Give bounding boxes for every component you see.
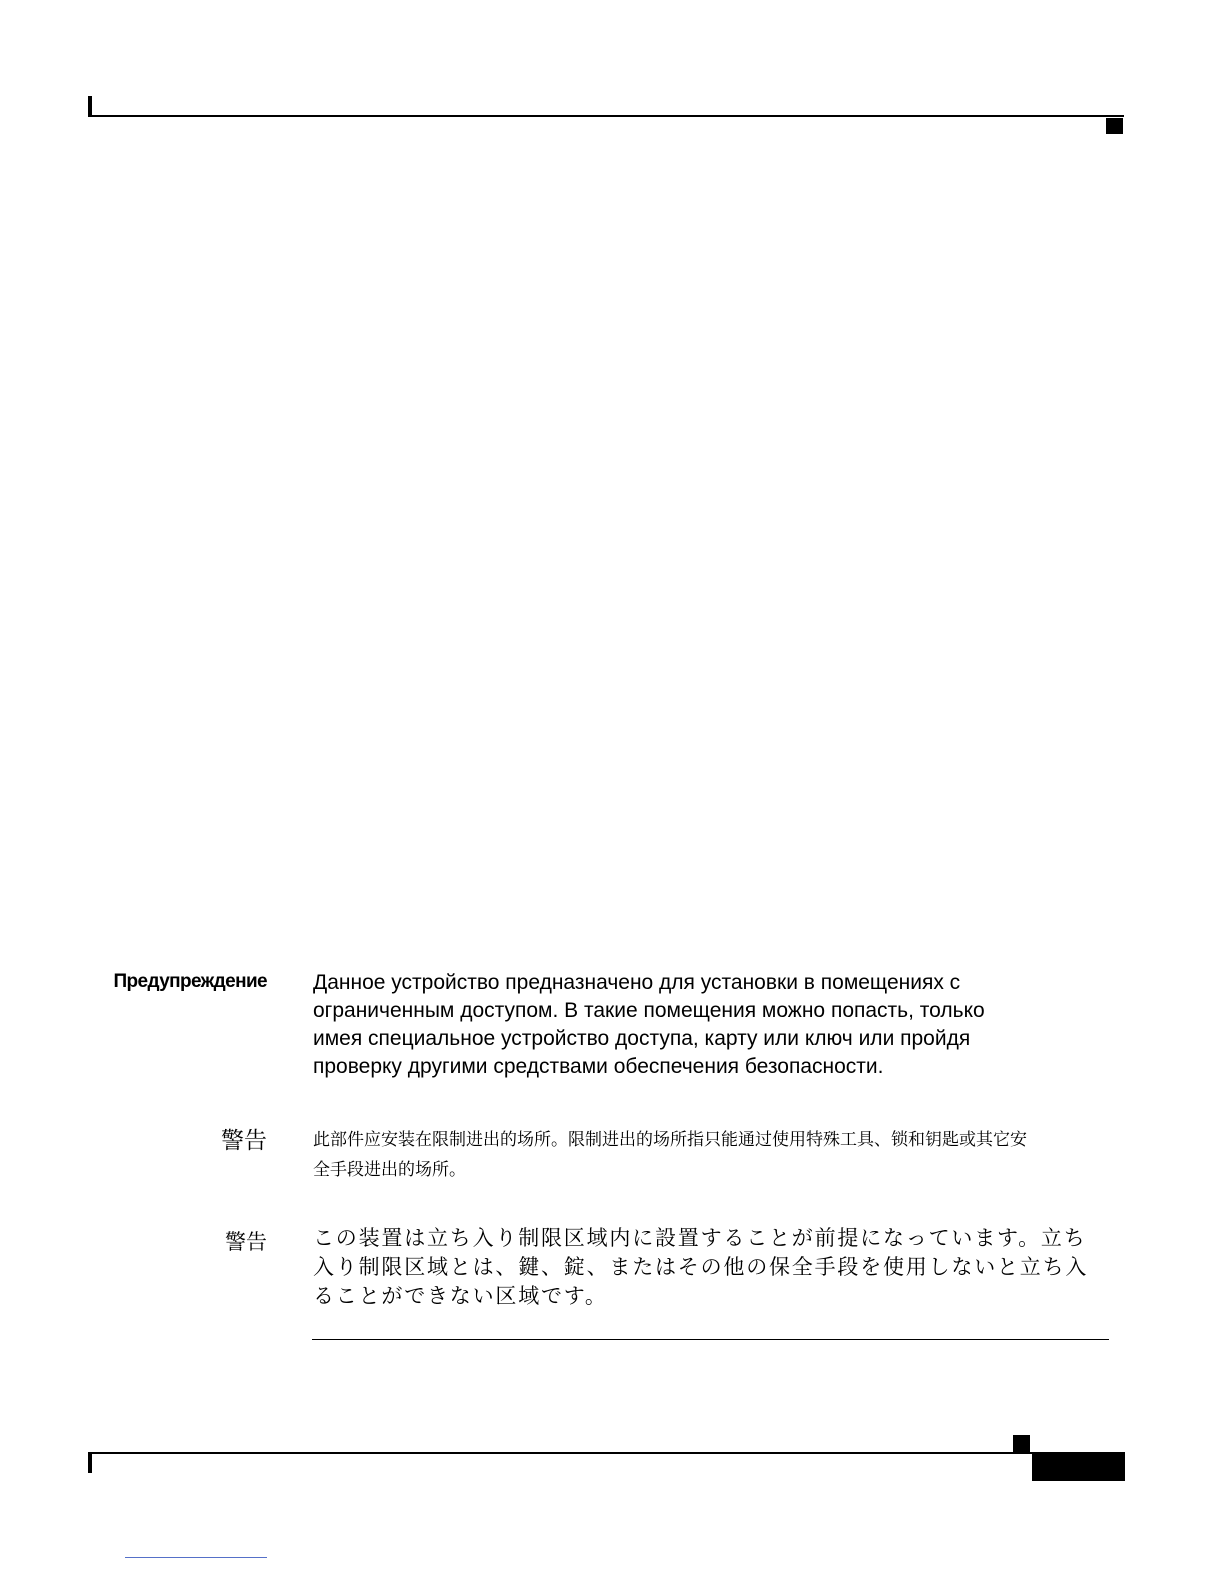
footer-page-number-box (1032, 1452, 1125, 1481)
warning-text-line: 此部件应安装在限制进出的场所。限制进出的场所指只能通过使用特殊工具、锁和钥匙或其它安 (313, 1130, 1027, 1150)
warning-text-russian (313, 969, 1113, 1081)
warning-label-japanese: 警告 (225, 1230, 267, 1254)
warning-label-russian: Предупреждение (113, 971, 267, 992)
warning-text-chinese (313, 1125, 1113, 1185)
warning-text-line: ограниченным доступом. В такие помещения можно попасть, только (313, 999, 985, 1022)
warning-text-japanese (313, 1224, 1113, 1311)
footer-rule-tick (88, 1452, 92, 1473)
warning-text-line: имея специальное устройство доступа, карту или ключ или пройдя (313, 1027, 971, 1050)
warning-text-line: ることができない区域です。 (313, 1284, 608, 1308)
warning-text-line: проверку другими средствами обеспечения безопасности. (313, 1055, 884, 1078)
footer-link-underline[interactable] (125, 1557, 267, 1558)
header-rule-tick (88, 96, 92, 117)
warning-text-line: この装置は立ち入り制限区域内に設置することが前提になっています。立ち (313, 1226, 1087, 1250)
warning-text-line: Данное устройство предназначено для установки в помещениях с (313, 971, 961, 994)
footer-rule (88, 1452, 1124, 1454)
section-end-rule (312, 1339, 1109, 1340)
warning-label-chinese: 警告 (221, 1128, 267, 1154)
warning-text-line: 入り制限区域とは、鍵、錠、またはその他の保全手段を使用しないと立ち入 (313, 1255, 1089, 1279)
footer-marker-square (1013, 1435, 1030, 1452)
header-marker-square (1106, 118, 1123, 134)
warning-text-line: 全手段进出的场所。 (313, 1160, 466, 1180)
header-rule (88, 115, 1124, 117)
